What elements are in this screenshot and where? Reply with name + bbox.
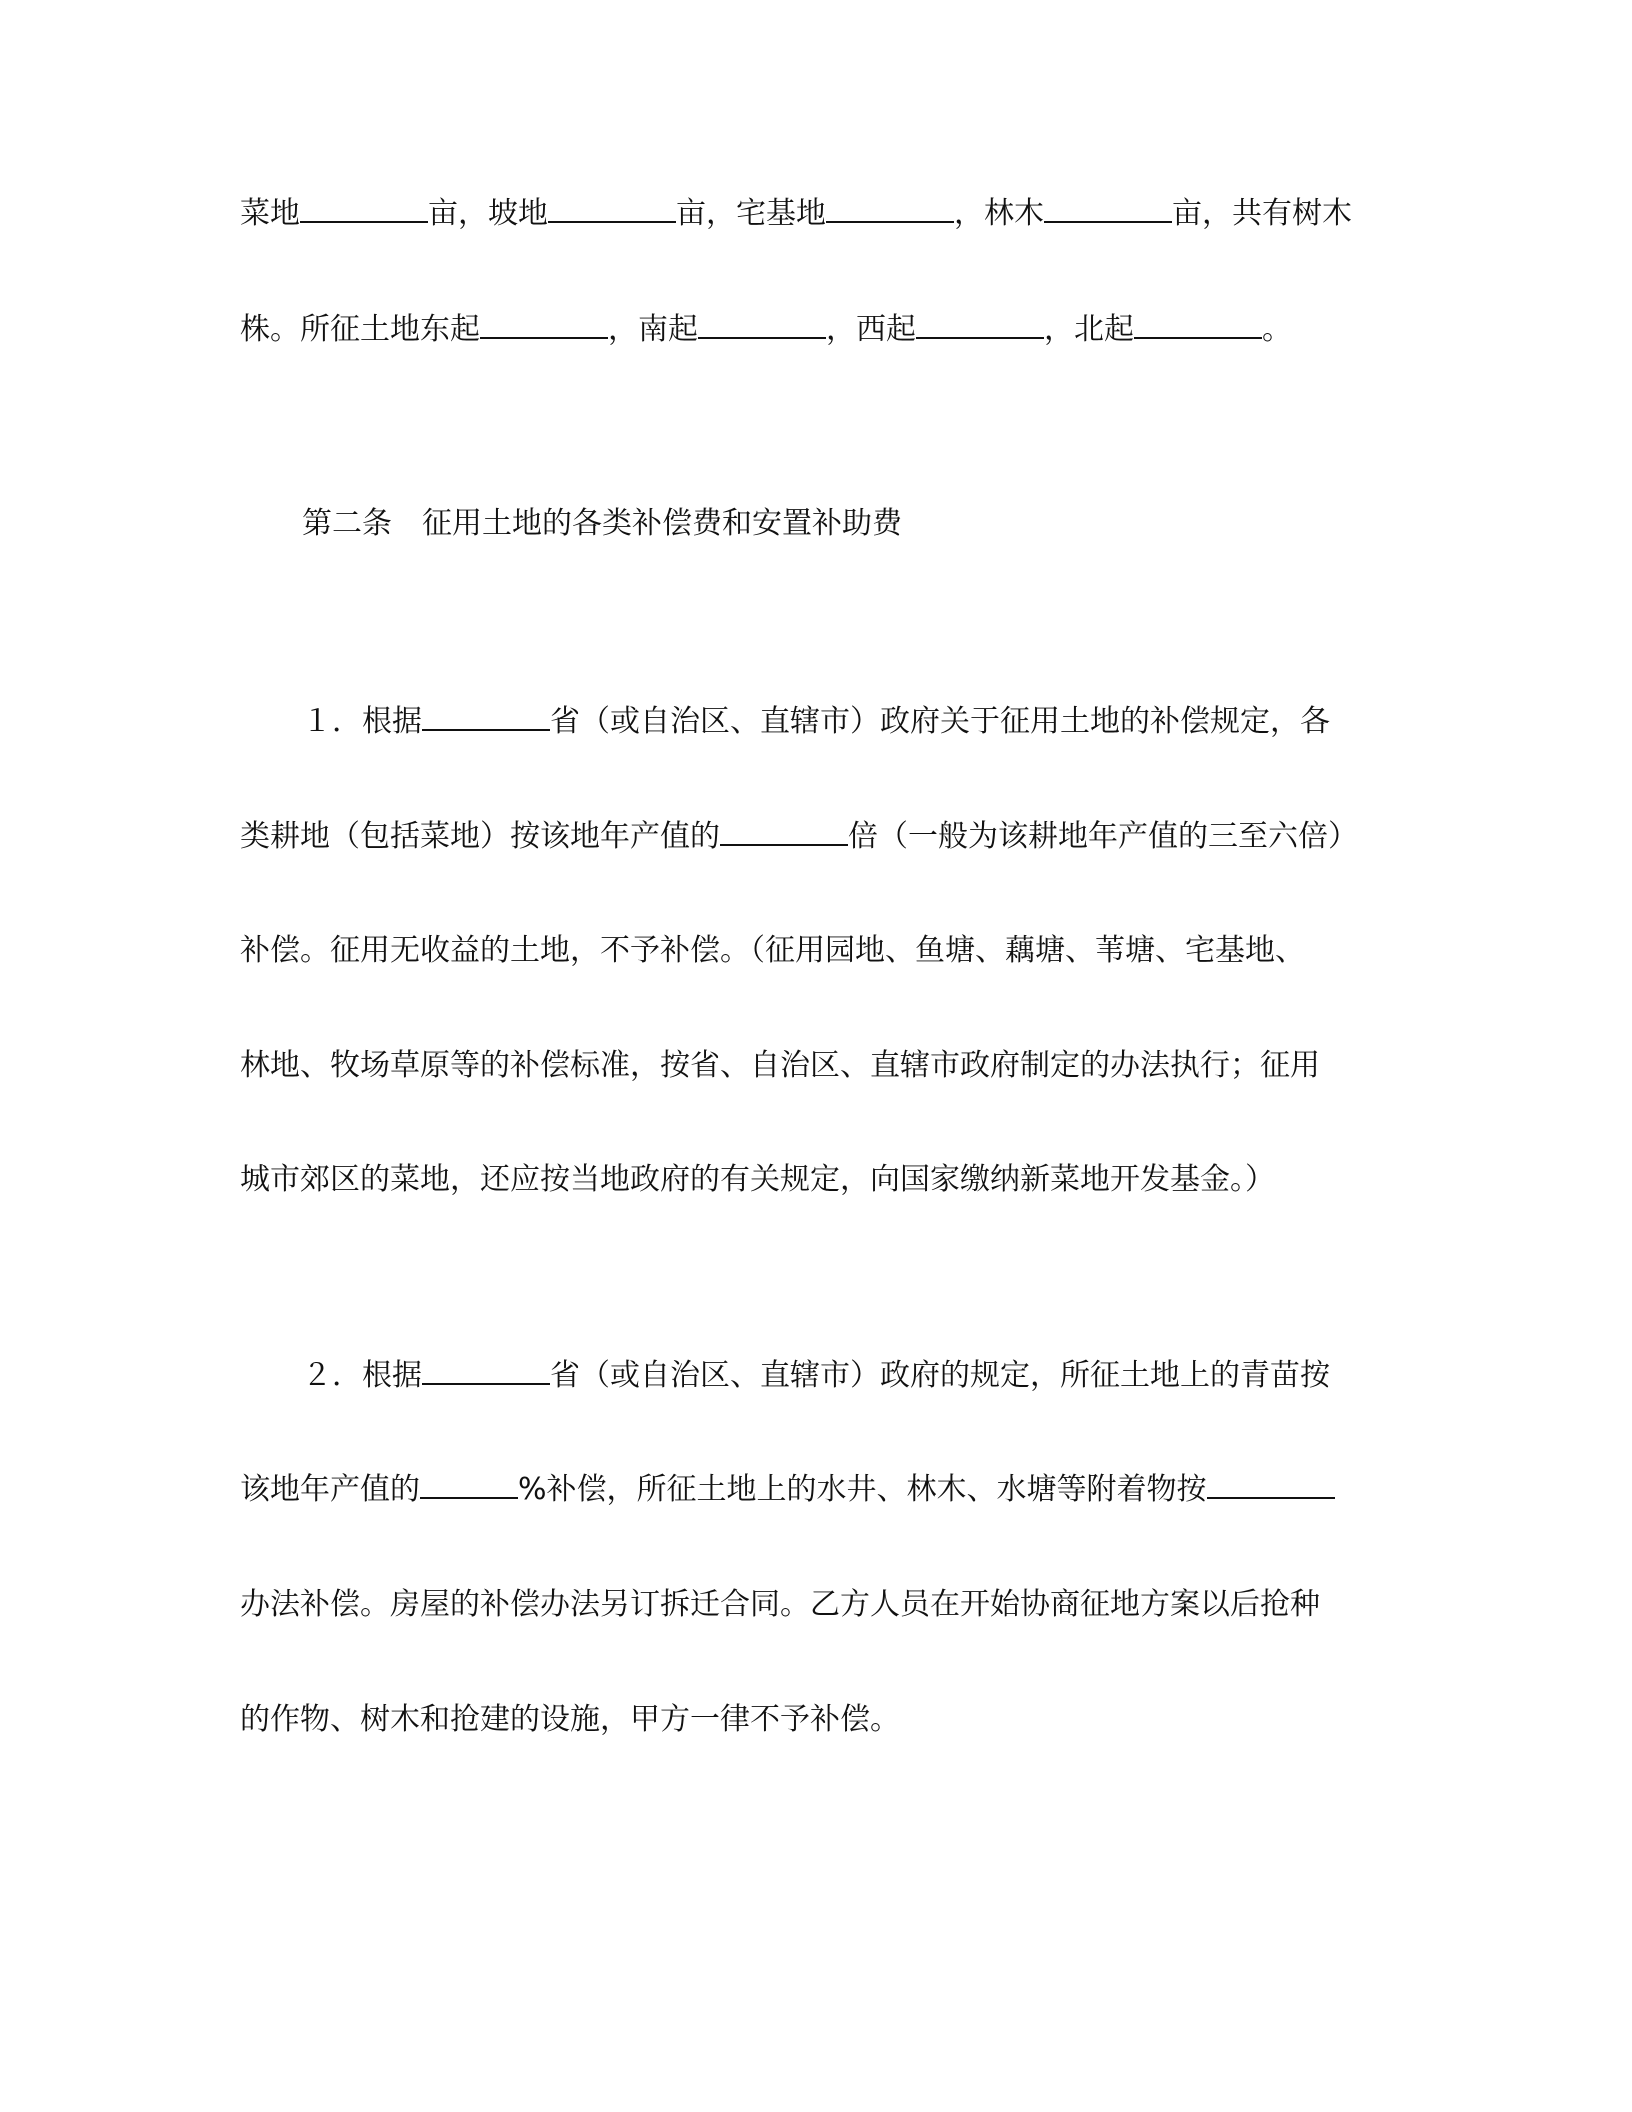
text-segment: 株。所征土地东起 — [240, 312, 480, 347]
fill-blank — [1044, 193, 1172, 223]
fill-blank — [1207, 1469, 1335, 1499]
text-line — [240, 184, 1390, 244]
text-segment: 类耕地（包括菜地）按该地年产值的 — [240, 819, 720, 854]
text-line — [240, 807, 1390, 867]
text-line: 林地、牧场草原等的补偿标准，按省、自治区、直辖市政府制定的办法执行；征用 — [240, 1048, 1320, 1083]
text-line — [302, 692, 1452, 752]
text-segment: 倍（一般为该耕地年产值的三至六倍） — [848, 819, 1358, 854]
text-segment: １．根据 — [302, 704, 422, 739]
text-line: 城市郊区的菜地，还应按当地政府的有关规定，向国家缴纳新菜地开发基金。） — [240, 1162, 1275, 1197]
text-segment: ，南起 — [608, 312, 698, 347]
text-segment: 亩，共有树木 — [1172, 196, 1352, 231]
text-segment: ，北起 — [1044, 312, 1134, 347]
fill-blank — [720, 816, 848, 846]
text-segment: 亩，坡地 — [428, 196, 548, 231]
text-segment: 省（或自治区、直辖市）政府关于征用土地的补偿规定，各 — [550, 704, 1330, 739]
fill-blank — [548, 193, 676, 223]
fill-blank — [422, 1355, 550, 1385]
text-segment: 亩，宅基地 — [676, 196, 826, 231]
fill-blank — [916, 309, 1044, 339]
text-segment: ，西起 — [826, 312, 916, 347]
text-segment: ，林木 — [954, 196, 1044, 231]
text-line: 办法补偿。房屋的补偿办法另订拆迁合同。乙方人员在开始协商征地方案以后抢种 — [240, 1587, 1320, 1622]
fill-blank — [422, 701, 550, 731]
text-segment: 。 — [1262, 312, 1292, 347]
text-segment: ２．根据 — [302, 1358, 422, 1393]
fill-blank — [420, 1469, 518, 1499]
article-heading: 第二条 征用土地的各类补偿费和安置补助费 — [302, 506, 902, 541]
fill-blank — [300, 193, 428, 223]
text-line — [240, 300, 1390, 360]
text-segment: %补偿，所征土地上的水井、林木、水塘等附着物按 — [518, 1472, 1207, 1507]
text-line: 补偿。征用无收益的土地，不予补偿。（征用园地、鱼塘、藕塘、苇塘、宅基地、 — [240, 933, 1305, 968]
text-line — [240, 1460, 1390, 1520]
fill-blank — [698, 309, 826, 339]
fill-blank — [826, 193, 954, 223]
fill-blank — [480, 309, 608, 339]
text-segment: 菜地 — [240, 196, 300, 231]
fill-blank — [1134, 309, 1262, 339]
text-segment: 省（或自治区、直辖市）政府的规定，所征土地上的青苗按 — [550, 1358, 1330, 1393]
text-line — [302, 1346, 1452, 1406]
text-segment: 该地年产值的 — [240, 1472, 420, 1507]
text-line: 的作物、树木和抢建的设施，甲方一律不予补偿。 — [240, 1702, 900, 1737]
